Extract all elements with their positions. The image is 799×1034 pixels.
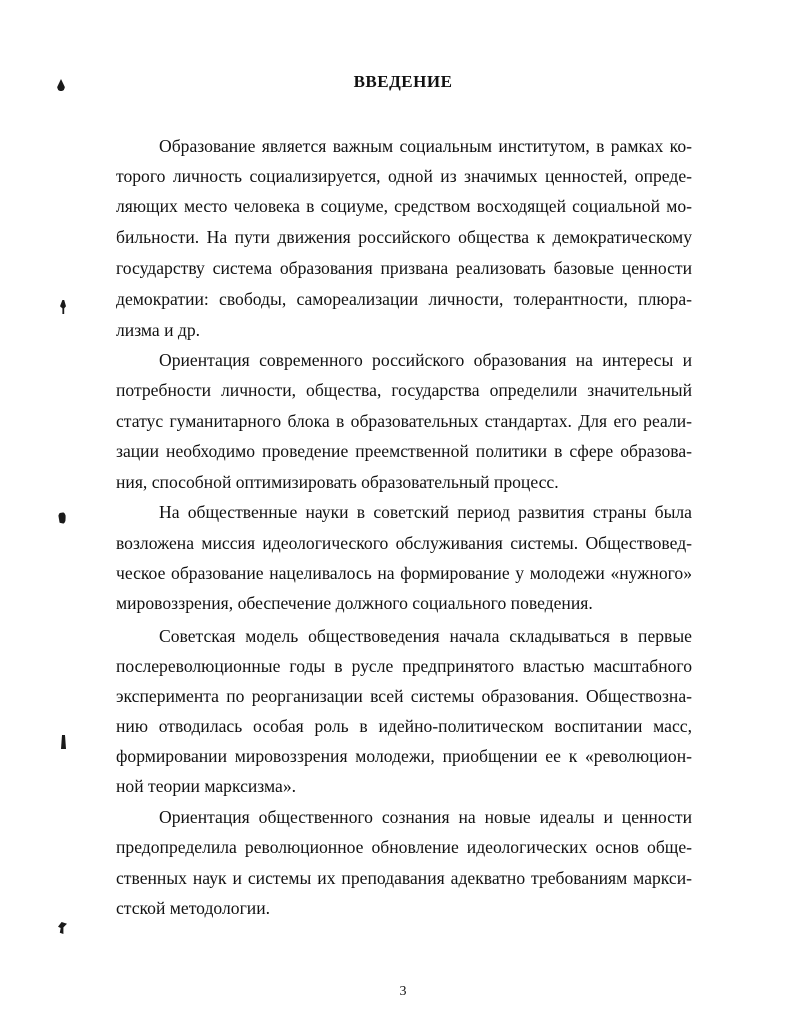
paragraph-line: Образование является важным социальным институтом, в рамках ко- xyxy=(159,136,692,156)
paragraph-line: мировоззрения, обеспечение должного социального поведения. xyxy=(116,593,593,613)
binding-hole-mark xyxy=(60,300,66,314)
paragraph-line: ния, способной оптимизировать образовательный процесс. xyxy=(116,472,559,492)
paragraph-line: демократии: свободы, самореализации личности, толерантности, плюра- xyxy=(116,289,692,309)
binding-hole-mark xyxy=(58,922,67,934)
paragraph-line: формировании мировоззрения молодежи, приобщении ее к «революцион- xyxy=(116,746,692,766)
paragraph-line: предопределила революционное обновление идеологических основ обще- xyxy=(116,837,692,857)
paragraph-line: зации необходимо проведение преемственной политики в сфере образова- xyxy=(116,441,692,461)
paragraph-line: торого личность социализируется, одной из значимых ценностей, опреде- xyxy=(116,166,692,186)
paragraph-line: Ориентация современного российского образования на интересы и xyxy=(159,350,692,370)
paragraph-line: ственных наук и системы их преподавания адекватно требованиям маркси- xyxy=(116,868,692,888)
paragraph-line: бильности. На пути движения российского общества к демократическому xyxy=(116,227,692,247)
paragraph-line: нию отводилась особая роль в идейно-политическом воспитании масс, xyxy=(116,716,692,736)
paragraph-line: потребности личности, общества, государства определили значительный xyxy=(116,380,692,400)
paragraph-line: ной теории марксизма». xyxy=(116,776,297,796)
paragraph-line: эксперимента по реорганизации всей системы образования. Обществозна- xyxy=(116,686,692,706)
paragraph-line: ческое образование нацеливалось на формирование у молодежи «нужного» xyxy=(116,563,692,583)
paragraph-line: Ориентация общественного сознания на новые идеалы и ценности xyxy=(159,807,692,827)
page-number: 3 xyxy=(399,984,407,999)
paragraph-line: статус гуманитарного блока в образовательных стандартах. Для его реали- xyxy=(116,411,692,431)
paragraph-line: На общественные науки в советский период развития страны была xyxy=(159,502,692,522)
paragraph-line: возложена миссия идеологического обслуживания системы. Обществовед- xyxy=(116,533,692,553)
binding-hole-mark xyxy=(61,735,66,749)
binding-hole-mark xyxy=(58,512,66,524)
page-title: ВВЕДЕНИЕ xyxy=(353,72,453,91)
paragraph-line: стской методологии. xyxy=(116,898,271,918)
paragraph-line: лизма и др. xyxy=(116,320,201,340)
paragraph-line: государству система образования призвана реализовать базовые ценности xyxy=(116,258,692,278)
paragraph-line: Советская модель обществоведения начала складываться в первые xyxy=(159,626,692,646)
paragraph-line: послереволюционные годы в русле предпринятого властью масштабного xyxy=(116,656,692,676)
paragraph-line: ляющих место человека в социуме, средством восходящей социальной мо- xyxy=(116,196,692,216)
